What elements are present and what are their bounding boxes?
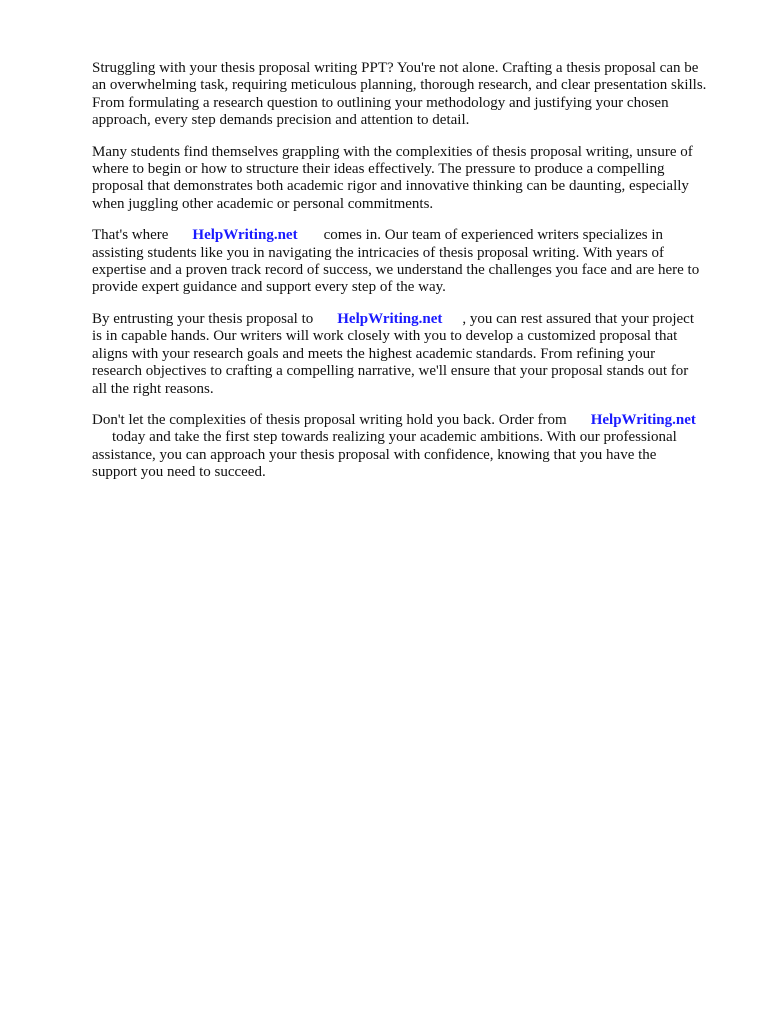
paragraph-entrust <box>92 311 732 398</box>
text-line <box>92 429 732 446</box>
text-line: Struggling with your thesis proposal writing PPT? You're not alone. Crafting a thesis proposal can be <box>92 60 699 76</box>
text-line: proposal that demonstrates both academic rigor and innovative thinking can be daunting, especially <box>92 178 689 195</box>
text-line: From formulating a research question to outlining your methodology and justifying your chosen <box>92 94 669 111</box>
paragraph-call-to-action <box>92 412 732 482</box>
text-line <box>92 227 732 244</box>
paragraph-spacer <box>92 130 732 144</box>
text-line: when juggling other academic or personal commitments. <box>92 195 434 212</box>
text-line: all the right reasons. <box>92 380 214 397</box>
paragraph-service <box>92 227 732 297</box>
text-fragment: Don't let the complexities of thesis proposal writing hold you back. Order from <box>92 411 567 428</box>
text-line: provide expert guidance and support every step of the way. <box>92 279 446 296</box>
helpwriting-link[interactable]: HelpWriting.net <box>590 411 696 428</box>
paragraph-struggles <box>92 144 732 214</box>
text-fragment: today and take the first step towards realizing your academic ambitions. With our professional <box>112 429 677 446</box>
text-fragment: That's where <box>92 227 169 244</box>
text-fragment: , you can rest assured that your project <box>462 310 694 327</box>
paragraph-spacer <box>92 398 732 412</box>
text-fragment: By entrusting your thesis proposal to <box>92 310 314 327</box>
text-fragment: comes in. Our team of experienced writers specializes in <box>323 227 664 244</box>
text-line: assisting students like you in navigating the intricacies of thesis proposal writing. With years of <box>92 244 664 261</box>
helpwriting-link[interactable]: HelpWriting.net <box>192 227 298 244</box>
text-line: assistance, you can approach your thesis proposal with confidence, knowing that you have the <box>92 446 657 463</box>
text-line: an overwhelming task, requiring meticulous planning, thorough research, and clear presentation skills. <box>92 77 707 94</box>
text-line: aligns with your research goals and meets the highest academic standards. From refining your <box>92 345 656 362</box>
document-page <box>92 60 732 482</box>
text-line: where to begin or how to structure their ideas effectively. The pressure to produce a compelling <box>92 161 665 178</box>
text-line: support you need to succeed. <box>92 464 266 481</box>
text-line: Many students find themselves grappling with the complexities of thesis proposal writing, unsure of <box>92 143 693 160</box>
text-line <box>92 311 732 328</box>
paragraph-intro <box>92 60 732 130</box>
text-line: expertise and a proven track record of success, we understand the challenges you face and are here to <box>92 262 700 279</box>
text-line: approach, every step demands precision and attention to detail. <box>92 112 470 129</box>
paragraph-spacer <box>92 213 732 227</box>
paragraph-spacer <box>92 297 732 311</box>
text-line <box>92 412 732 429</box>
helpwriting-link[interactable]: HelpWriting.net <box>337 310 443 327</box>
text-line: research objectives to crafting a compelling narrative, we'll ensure that your proposal stands out for <box>92 363 689 380</box>
text-line: is in capable hands. Our writers will work closely with you to develop a customized proposal that <box>92 328 678 345</box>
